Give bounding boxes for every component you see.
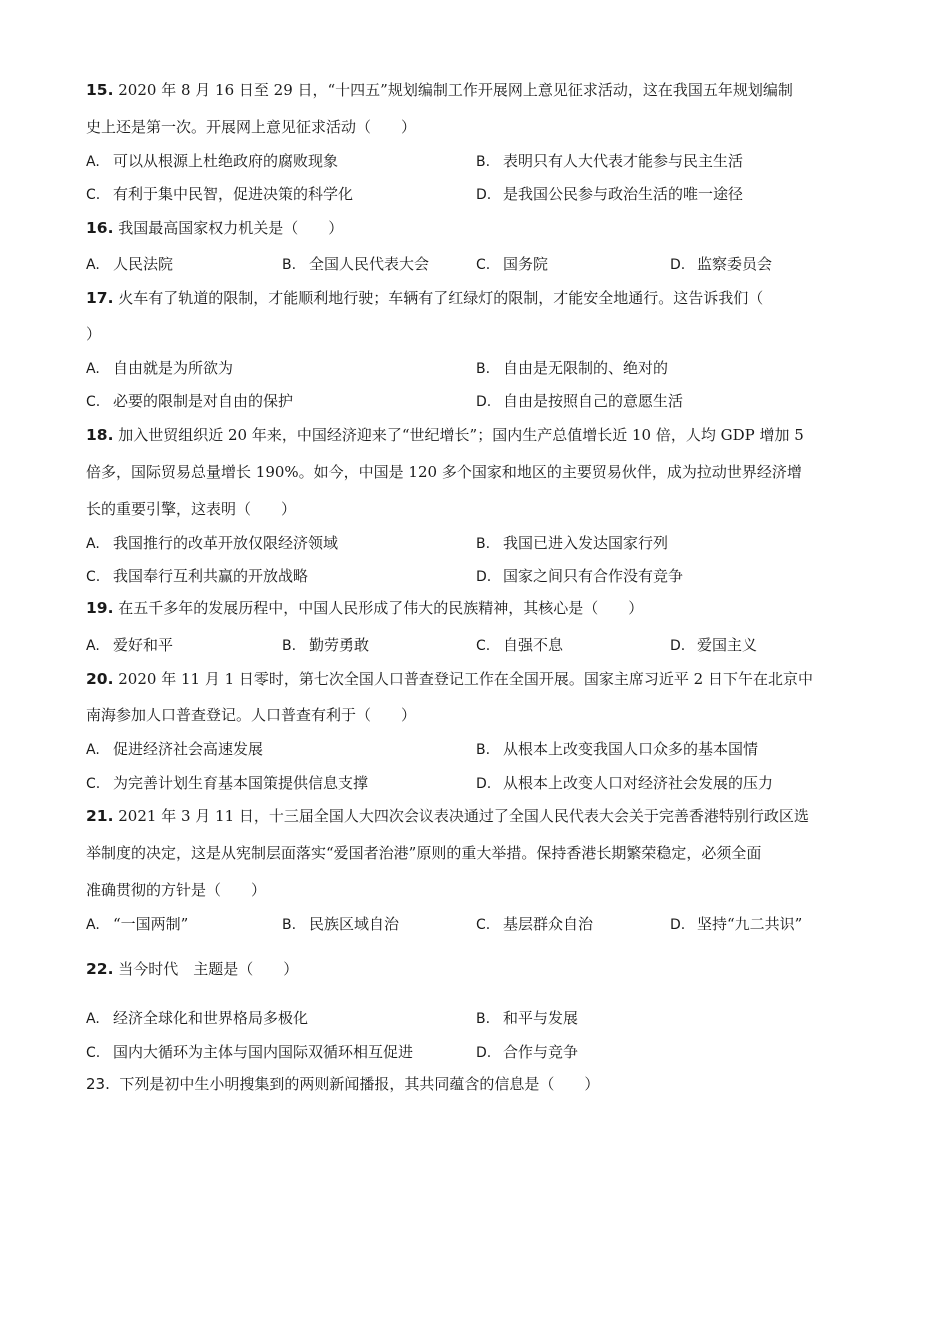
option-20-d: D. 从根本上改变人口对经济社会发展的压力 [476, 774, 774, 792]
question-number: 15. [86, 81, 114, 99]
question-15-line-2: 史上还是第一次。开展网上意见征求活动（ ） [86, 118, 417, 136]
question-17-line-2: ） [86, 325, 102, 343]
question-number: 21. [86, 807, 114, 825]
question-18-line-2: 倍多，国际贸易总量增长 190%。如今，中国是 120 多个国家和地区的主要贸易伙伴，成为拉动世界经济增 [86, 463, 802, 481]
option-19-d: D. 爱国主义 [670, 636, 758, 654]
option-20-a: A. 促进经济社会高速发展 [86, 740, 264, 758]
question-number: 22. [86, 960, 114, 978]
question-number: 18. [86, 426, 114, 444]
question-number: 16. [86, 219, 114, 237]
question-18-line-1 [86, 425, 804, 445]
option-19-a: A. 爱好和平 [86, 636, 174, 654]
question-number: 17. [86, 289, 114, 307]
option-22-b: B. 和平与发展 [476, 1009, 579, 1027]
question-text: 2020 年 8 月 16 日至 29 日，“十四五”规划编制工作开展网上意见征求活动，这在我国五年规划编制 [118, 81, 793, 99]
option-17-d: D. 自由是按照自己的意愿生活 [476, 392, 684, 410]
question-number: 19. [86, 599, 114, 617]
option-21-a: A. “一国两制” [86, 915, 189, 933]
option-17-c: C. 必要的限制是对自由的保护 [86, 392, 294, 410]
question-20-line-1 [86, 669, 813, 689]
question-21-line-2: 举制度的决定，这是从宪制层面落实“爱国者治港”原则的重大举措。保持香港长期繁荣稳定，必须全面 [86, 844, 762, 862]
option-19-c: C. 自强不息 [476, 636, 564, 654]
option-21-b: B. 民族区域自治 [282, 915, 400, 933]
question-text: 加入世贸组织近 20 年来，中国经济迎来了“世纪增长”；国内生产总值增长近 10 倍，人均 GDP 增加 5 [118, 426, 804, 444]
question-19-line-1 [86, 598, 643, 618]
option-20-b: B. 从根本上改变我国人口众多的基本国情 [476, 740, 759, 758]
question-text: 当今时代 主题是（ ） [118, 960, 299, 978]
option-18-b: B. 我国已进入发达国家行列 [476, 534, 669, 552]
question-21-line-3: 准确贯彻的方针是（ ） [86, 881, 267, 899]
option-16-d: D. 监察委员会 [670, 255, 773, 273]
option-15-b: B. 表明只有人大代表才能参与民主生活 [476, 152, 744, 170]
option-21-c: C. 基层群众自治 [476, 915, 594, 933]
option-22-a: A. 经济全球化和世界格局多极化 [86, 1009, 309, 1027]
option-15-d: D. 是我国公民参与政治生活的唯一途径 [476, 185, 744, 203]
option-22-c: C. 国内大循环为主体与国内国际双循环相互促进 [86, 1043, 414, 1061]
option-16-c: C. 国务院 [476, 255, 549, 273]
question-number: 20. [86, 670, 114, 688]
question-23-line-1 [86, 1074, 599, 1094]
question-15-line-1 [86, 80, 793, 100]
option-17-b: B. 自由是无限制的、绝对的 [476, 359, 669, 377]
question-22-line-1 [86, 959, 298, 979]
question-17-line-1 [86, 288, 763, 308]
question-text: 2020 年 11 月 1 日零时，第七次全国人口普查登记工作在全国开展。国家主席习近平 2 日下午在北京中 [118, 670, 813, 688]
option-16-a: A. 人民法院 [86, 255, 174, 273]
question-18-line-3: 长的重要引擎，这表明（ ） [86, 500, 297, 518]
question-20-line-2: 南海参加人口普查登记。人口普查有利于（ ） [86, 706, 417, 724]
option-16-b: B. 全国人民代表大会 [282, 255, 430, 273]
question-text: 下列是初中生小明搜集到的两则新闻播报，其共同蕴含的信息是（ ） [119, 1075, 600, 1093]
question-text: 我国最高国家权力机关是（ ） [118, 219, 344, 237]
question-number: 23. [86, 1075, 110, 1093]
option-21-d: D. 坚持“九二共识” [670, 915, 803, 933]
option-15-c: C. 有利于集中民智，促进决策的科学化 [86, 185, 354, 203]
question-text: 火车有了轨道的限制，才能顺利地行驶；车辆有了红绿灯的限制，才能安全地通行。这告诉我们（ [118, 289, 764, 307]
question-text: 在五千多年的发展历程中，中国人民形成了伟大的民族精神，其核心是（ ） [118, 599, 644, 617]
option-19-b: B. 勤劳勇敢 [282, 636, 370, 654]
option-18-a: A. 我国推行的改革开放仅限经济领域 [86, 534, 339, 552]
option-15-a: A. 可以从根源上杜绝政府的腐败现象 [86, 152, 339, 170]
option-17-a: A. 自由就是为所欲为 [86, 359, 234, 377]
option-20-c: C. 为完善计划生育基本国策提供信息支撑 [86, 774, 369, 792]
option-22-d: D. 合作与竞争 [476, 1043, 579, 1061]
question-21-line-1 [86, 806, 809, 826]
option-18-c: C. 我国奉行互利共赢的开放战略 [86, 567, 309, 585]
option-18-d: D. 国家之间只有合作没有竞争 [476, 567, 684, 585]
question-16-line-1 [86, 218, 343, 238]
question-text: 2021 年 3 月 11 日，十三届全国人大四次会议表决通过了全国人民代表大会关于完善香港特别行政区选 [118, 807, 809, 825]
